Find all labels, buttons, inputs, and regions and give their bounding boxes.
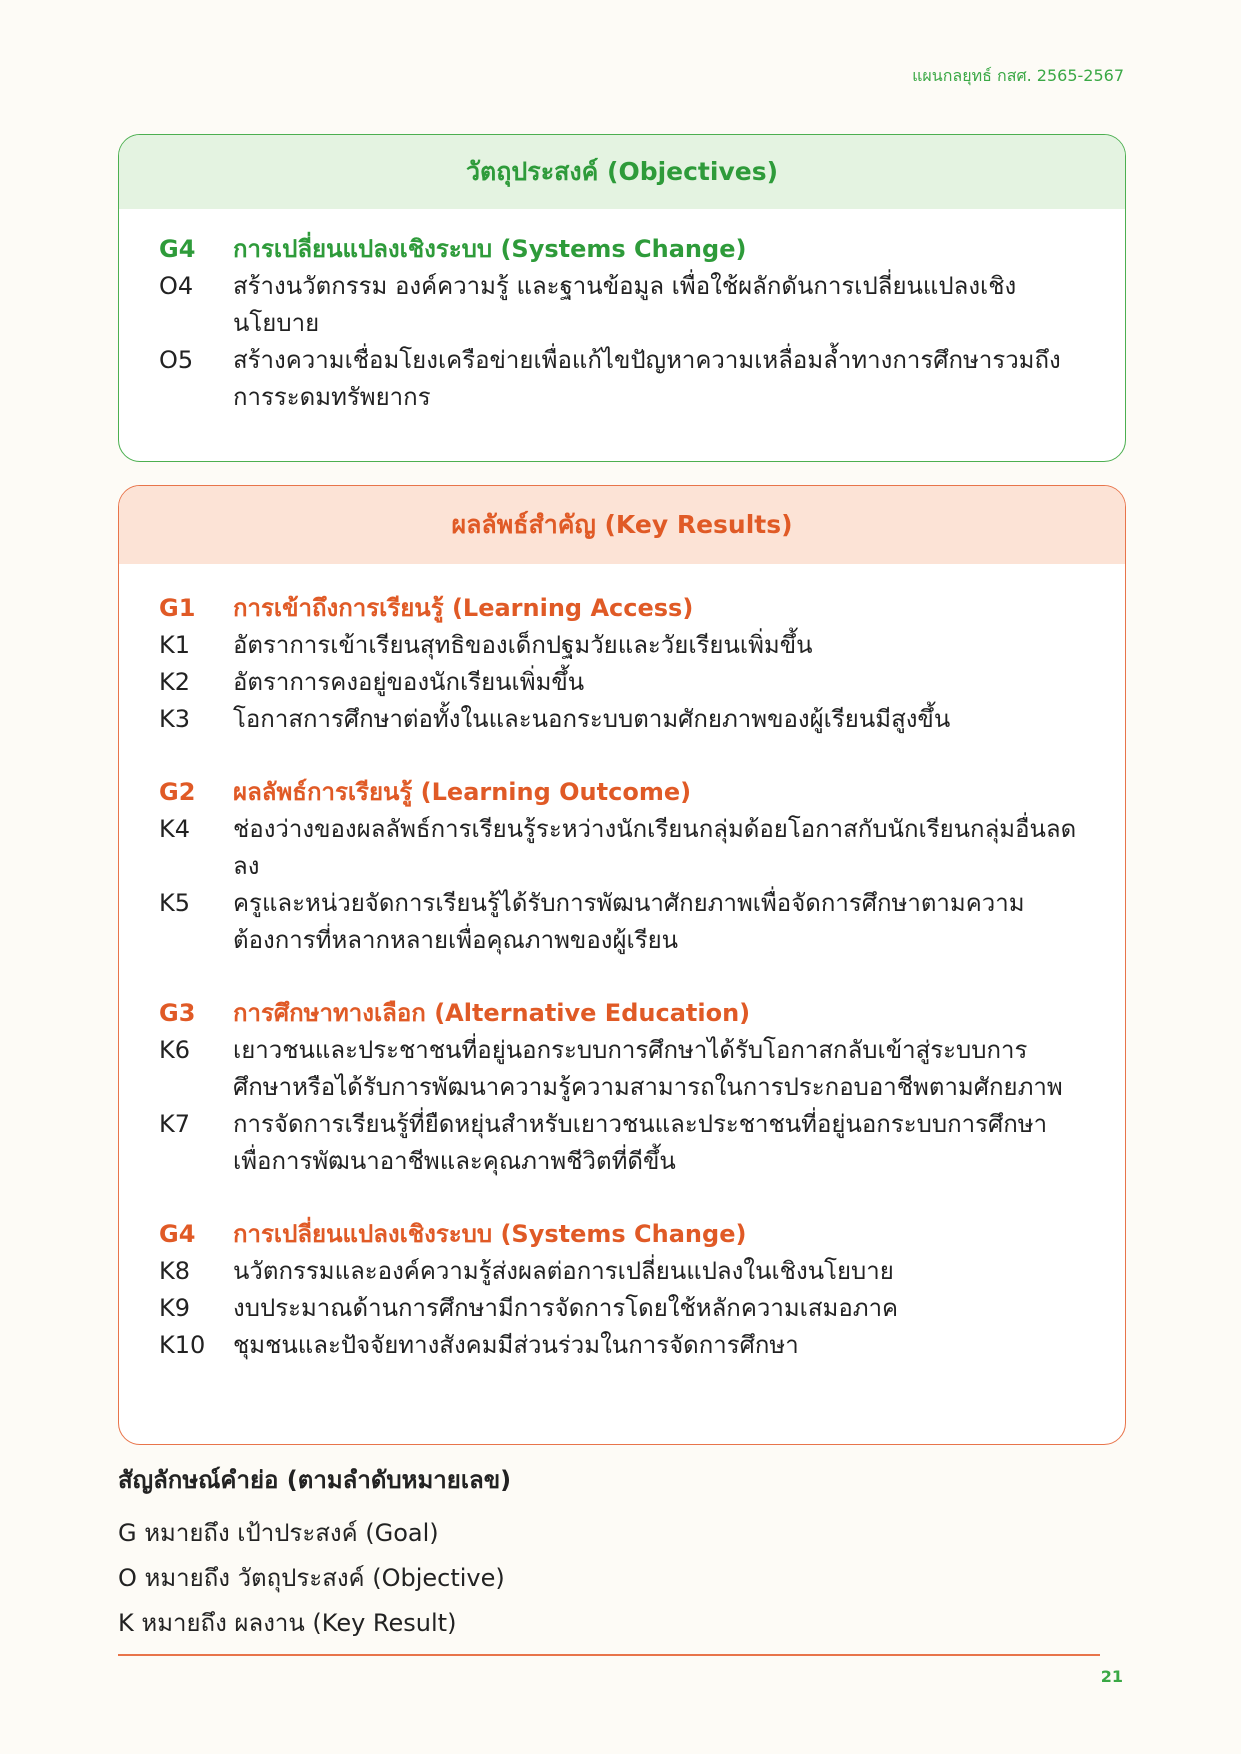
key-result-row [159,1253,1085,1290]
key-result-row [159,1106,1085,1180]
key-result-row [159,701,1085,738]
goal-text: ผลลัพธ์การเรียนรู้ (Learning Outcome) [233,778,692,806]
goal-row [159,1216,1085,1253]
objective-text: สร้างนวัตกรรม องค์ความรู้ และฐานข้อมูล เพื่อใช้ผลักดันการเปลี่ยนแปลงเชิงนโยบาย [233,272,1017,337]
objectives-body [119,209,1125,416]
key-result-code: K5 [159,889,191,917]
goal-row [159,231,1085,268]
key-result-text: เยาวชนและประชาชนที่อยู่นอกระบบการศึกษาได้รับโอกาสกลับเข้าสู่ระบบการศึกษาหรือได้รับการพัฒนาความรู้ความสามารถในการประกอบอาชีพตามศักยภาพ [233,1036,1063,1101]
legend-item: O หมายถึง วัตถุประสงค์ (Objective) [118,1564,505,1592]
legend-item: K หมายถึง ผลงาน (Key Result) [118,1609,457,1637]
key-result-row [159,664,1085,701]
key-result-code: K1 [159,631,191,659]
objectives-box [118,134,1126,462]
key-result-row [159,627,1085,664]
key-result-row [159,1032,1085,1106]
key-result-text: งบประมาณด้านการศึกษามีการจัดการโดยใช้หลักความเสมอภาค [233,1294,899,1322]
goal-code: G3 [159,999,196,1027]
key-result-text: ครูและหน่วยจัดการเรียนรู้ได้รับการพัฒนาศักยภาพเพื่อจัดการศึกษาตามความต้องการที่หลากหลายเพื่อคุณภาพของผู้เรียน [233,889,1025,954]
goal-row [159,774,1085,811]
key-result-text: นวัตกรรมและองค์ความรู้ส่งผลต่อการเปลี่ยนแปลงในเชิงนโยบาย [233,1257,894,1285]
goal-text: การเปลี่ยนแปลงเชิงระบบ (Systems Change) [233,235,747,263]
objective-code: O5 [159,346,194,374]
key-result-code: K10 [159,1331,206,1359]
key-results-box [118,485,1126,1445]
legend-item: G หมายถึง เป้าประสงค์ (Goal) [118,1519,439,1547]
footer-divider [118,1654,1100,1656]
objectives-title: วัตถุประสงค์ (Objectives) [119,135,1125,209]
key-result-group [159,590,1085,738]
goal-text: การศึกษาทางเลือก (Alternative Education) [233,999,751,1027]
abbreviation-legend [118,1460,511,1646]
key-result-text: โอกาสการศึกษาต่อทั้งในและนอกระบบตามศักยภาพของผู้เรียนมีสูงขึ้น [233,705,951,733]
key-result-text: อัตราการเข้าเรียนสุทธิของเด็กปฐมวัยและวัยเรียนเพิ่มขึ้น [233,631,813,659]
key-result-row [159,1327,1085,1364]
goal-code: G2 [159,778,196,806]
objective-code: O4 [159,272,194,300]
key-results-title: ผลลัพธ์สำคัญ (Key Results) [119,486,1125,564]
goal-row [159,995,1085,1032]
key-result-code: K8 [159,1257,191,1285]
key-result-text: ชุมชนและปัจจัยทางสังคมมีส่วนร่วมในการจัดการศึกษา [233,1331,799,1359]
goal-text: การเข้าถึงการเรียนรู้ (Learning Access) [233,594,694,622]
legend-title: สัญลักษณ์คำย่อ (ตามลำดับหมายเลข) [118,1466,512,1494]
goal-code: G4 [159,1220,196,1248]
key-result-group [159,1216,1085,1364]
key-result-code: K6 [159,1036,191,1064]
goal-text: การเปลี่ยนแปลงเชิงระบบ (Systems Change) [233,1220,747,1248]
key-result-code: K3 [159,705,191,733]
key-result-row [159,811,1085,885]
key-result-code: K2 [159,668,191,696]
running-header: แผนกลยุทธ์ กสศ. 2565-2567 [912,66,1124,85]
key-result-row [159,885,1085,959]
key-result-code: K7 [159,1110,191,1138]
goal-code: G4 [159,235,196,263]
objective-row [159,268,1085,342]
objective-text: สร้างความเชื่อมโยงเครือข่ายเพื่อแก้ไขปัญหาความเหลื่อมล้ำทางการศึกษารวมถึงการระดมทรัพยากร [233,346,1061,411]
objective-row [159,342,1085,416]
key-result-row [159,1290,1085,1327]
key-results-body [119,564,1125,1364]
key-result-text: อัตราการคงอยู่ของนักเรียนเพิ่มขึ้น [233,668,585,696]
key-result-group [159,774,1085,959]
key-result-text: การจัดการเรียนรู้ที่ยืดหยุ่นสำหรับเยาวชนและประชาชนที่อยู่นอกระบบการศึกษาเพื่อการพัฒนาอาชีพและคุณภาพชีวิตที่ดีขึ้น [233,1110,1048,1175]
page-number: 21 [1100,1667,1123,1686]
goal-code: G1 [159,594,196,622]
goal-row [159,590,1085,627]
key-result-code: K9 [159,1294,191,1322]
key-result-code: K4 [159,815,191,843]
key-result-text: ช่องว่างของผลลัพธ์การเรียนรู้ระหว่างนักเรียนกลุ่มด้อยโอกาสกับนักเรียนกลุ่มอื่นลดลง [233,815,1077,880]
key-result-group [159,995,1085,1180]
